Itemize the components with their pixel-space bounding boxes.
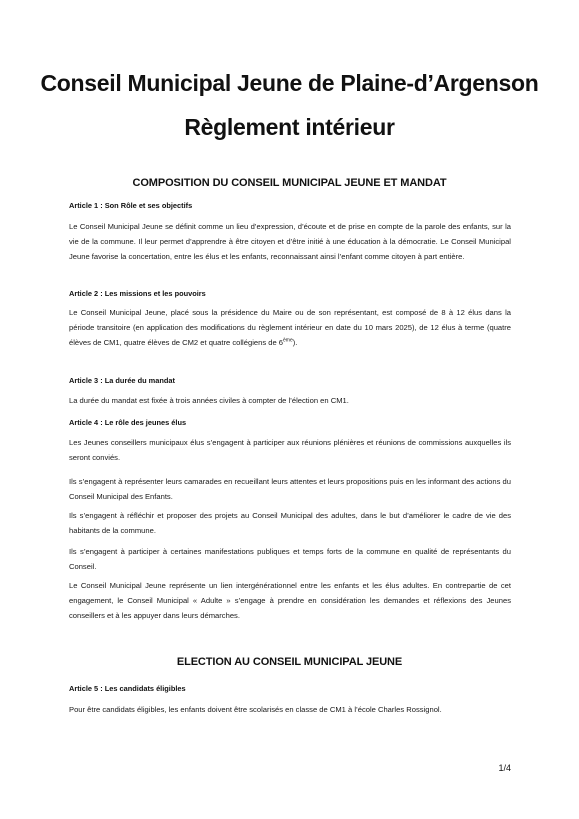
article-4-paragraph-2: Ils s’engagent à représenter leurs camarades en recueillant leurs attentes et leurs propositions puis en les informant des actions du Conseil Municipal des Enfants. — [69, 477, 511, 501]
article-2-text-main: Le Conseil Municipal Jeune, placé sous la présidence du Maire ou de son représentant, est composé de 8 à 12 élus dans la période transitoire (en application des modifications du règlement intérieur en date du 10 mars 2025), de 12 élus à terme (quatre élèves de CM1, quatre élèves de CM2 et quatre collégiens de 6 — [69, 308, 511, 347]
document-subtitle: Règlement intérieur — [184, 114, 395, 140]
article-1-text: Le Conseil Municipal Jeune se définit comme un lieu d’expression, d’écoute et de prise en compte de la parole des enfants, sur la vie de la commune. Il leur permet d’apprendre à être citoyen et d’être initié à une éducation à la démocratie. Le Conseil Municipal Jeune favorise la concertation, entre les élus et les enfants, reconnaissant ainsi l’enfant comme citoyen à part entière. — [69, 222, 511, 261]
article-2-heading: Article 2 : Les missions et les pouvoirs — [69, 289, 206, 298]
article-4-heading: Article 4 : Le rôle des jeunes élus — [69, 418, 187, 427]
article-2-superscript: ème — [283, 337, 293, 344]
article-2-text — [69, 305, 511, 350]
document-title: Conseil Municipal Jeune de Plaine-d’Argenson — [40, 70, 539, 96]
article-3-heading: Article 3 : La durée du mandat — [69, 376, 175, 385]
section-heading-composition: COMPOSITION DU CONSEIL MUNICIPAL JEUNE ET MANDAT — [132, 177, 447, 189]
page-number: 1/4 — [498, 763, 511, 773]
article-3-text: La durée du mandat est fixée à trois années civiles à compter de l’élection en CM1. — [69, 396, 349, 405]
section-heading-election: ELECTION AU CONSEIL MUNICIPAL JEUNE — [176, 656, 403, 668]
article-5-heading: Article 5 : Les candidats éligibles — [69, 684, 186, 693]
article-4-paragraph-3: Ils s’engagent à réfléchir et proposer des projets au Conseil Municipal des adultes, dans le but d’améliorer le cadre de vie des habitants de la commune. — [69, 511, 511, 535]
article-1-heading: Article 1 : Son Rôle et ses objectifs — [69, 201, 193, 210]
article-5-text: Pour être candidats éligibles, les enfants doivent être scolarisés en classe de CM1 à l’école Charles Rossignol. — [69, 705, 442, 714]
article-4-paragraph-5: Le Conseil Municipal Jeune représente un lien intergénérationnel entre les enfants et les élus adultes. En contrepartie de cet engagement, le Conseil Municipal « Adulte » s’engage à prendre en considération les demandes et réflexions des Jeunes conseillers et à les appuyer dans leurs démarches. — [69, 581, 511, 620]
article-2-text-end: ). — [292, 338, 298, 347]
article-4-paragraph-4: Ils s’engagent à participer à certaines manifestations publiques et temps forts de la commune en qualité de représentants du Conseil. — [69, 547, 511, 571]
article-4-paragraph-1: Les Jeunes conseillers municipaux élus s’engagent à participer aux réunions plénières et réunions de commissions auxquelles ils seront conviés. — [69, 438, 511, 462]
